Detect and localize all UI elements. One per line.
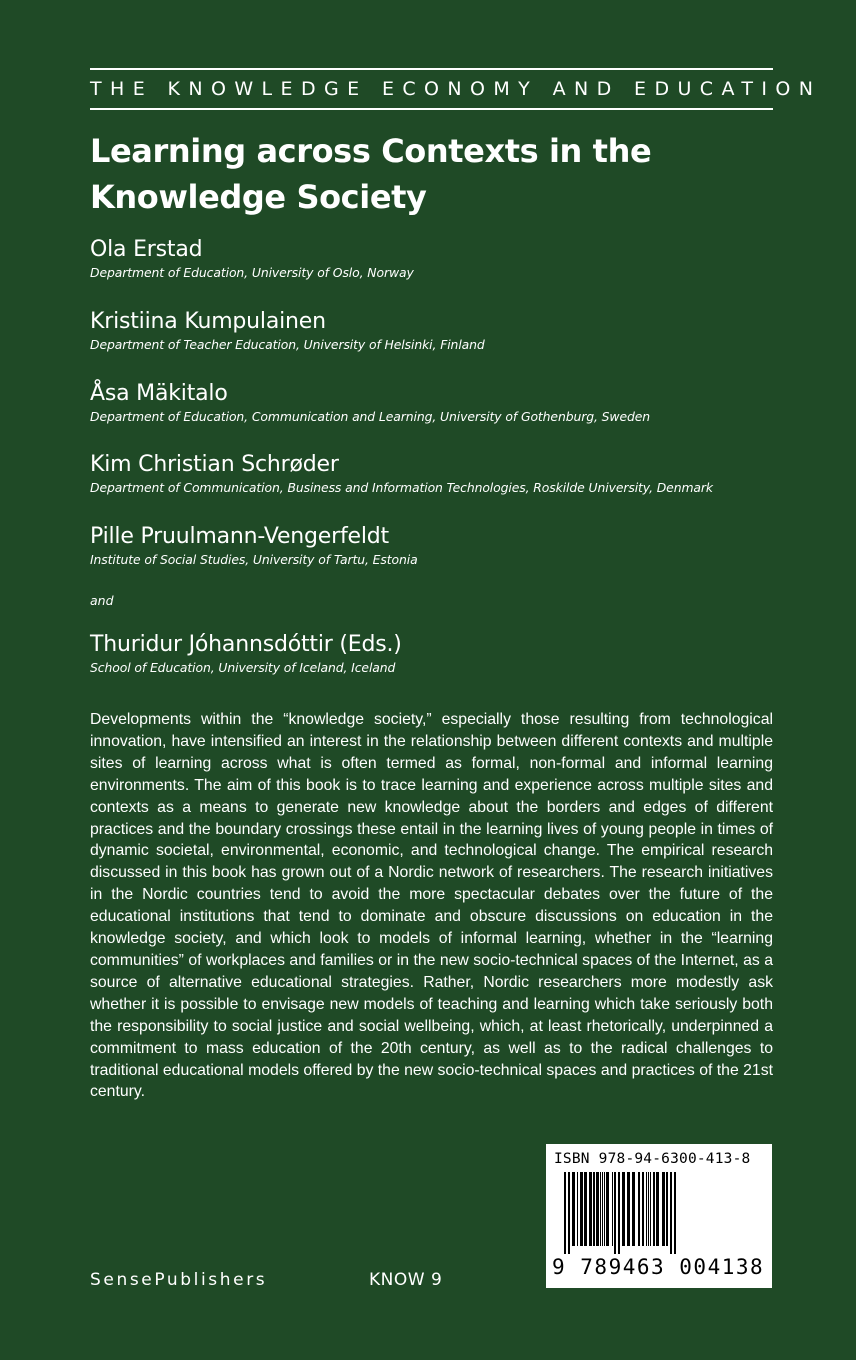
author-block <box>90 236 790 282</box>
author-name: Pille Pruulmann-Vengerfeldt <box>90 524 389 549</box>
barcode-bars <box>550 1172 768 1258</box>
author-affiliation: School of Education, University of Iceland, Iceland <box>90 660 396 675</box>
author-affiliation: Institute of Social Studies, University of Tartu, Estonia <box>90 552 418 567</box>
author-block <box>90 380 790 426</box>
book-description: Developments within the “knowledge society,” especially those resulting from technological innovation, have intensified an interest in the relationship between different contexts and multiple sites of learning across what is often termed as formal, non-formal and informal learning environments. The aim of this book is to trace learning and experience across multiple sites and contexts as a means to generate new knowledge about the borders and edges of different practices and the boundary crossings these entail in the learning lives of young people in times of dynamic societal, environmental, economic, and technological change. The empirical research discussed in this book has grown out of a Nordic network of researchers. The research initiatives in the Nordic countries tend to avoid the more spectacular debates over the future of the educational institutions that tend to dominate and obscure discussions on education in the knowledge society, and which look to models of informal learning, whether in the “learning communities” of workplaces and families or in the new socio-technical spaces of the Internet, as a source of alternative educational strategies. Rather, Nordic researchers more modestly ask whether it is possible to envisage new models of teaching and learning which take seriously both the responsibility to social justice and social wellbeing, which, at least rhetorically, underpinned a commitment to mass education of the 20th century, as well as to the radical challenges to traditional educational models offered by the new socio-technical spaces and practices of the 21st century. <box>90 711 773 1101</box>
author-block <box>90 523 790 569</box>
author-block <box>90 631 790 677</box>
book-title-line-2: Knowledge Society <box>90 178 427 216</box>
author-block <box>90 451 790 497</box>
author-name: Åsa Mäkitalo <box>90 381 228 406</box>
book-title <box>90 128 780 220</box>
author-affiliation: Department of Education, Communication and Learning, University of Gothenburg, Sweden <box>90 409 651 424</box>
publisher-name: SensePublishers <box>90 1270 268 1290</box>
author-name: Kristiina Kumpulainen <box>90 309 326 334</box>
isbn-label: ISBN 978-94-6300-413-8 <box>554 1151 751 1167</box>
author-affiliation: Department of Education, University of Oslo, Norway <box>90 265 414 280</box>
author-affiliation: Department of Communication, Business and Information Technologies, Roskilde University, Denmark <box>90 480 713 495</box>
and-conjunction: and <box>90 593 114 608</box>
series-number: KNOW 9 <box>369 1270 443 1290</box>
author-name: Thuridur Jóhannsdóttir (Eds.) <box>90 632 402 657</box>
author-block <box>90 308 790 354</box>
author-name: Kim Christian Schrøder <box>90 452 339 477</box>
author-name: Ola Erstad <box>90 237 203 262</box>
book-title-line-1: Learning across Contexts in the <box>90 132 652 170</box>
series-title: THE KNOWLEDGE ECONOMY AND EDUCATION <box>90 78 822 100</box>
isbn-barcode <box>546 1144 772 1288</box>
series-rule <box>90 108 773 110</box>
barcode-digits: 9 789463 004138 <box>552 1254 768 1280</box>
top-rule <box>90 68 773 70</box>
author-affiliation: Department of Teacher Education, University of Helsinki, Finland <box>90 337 485 352</box>
